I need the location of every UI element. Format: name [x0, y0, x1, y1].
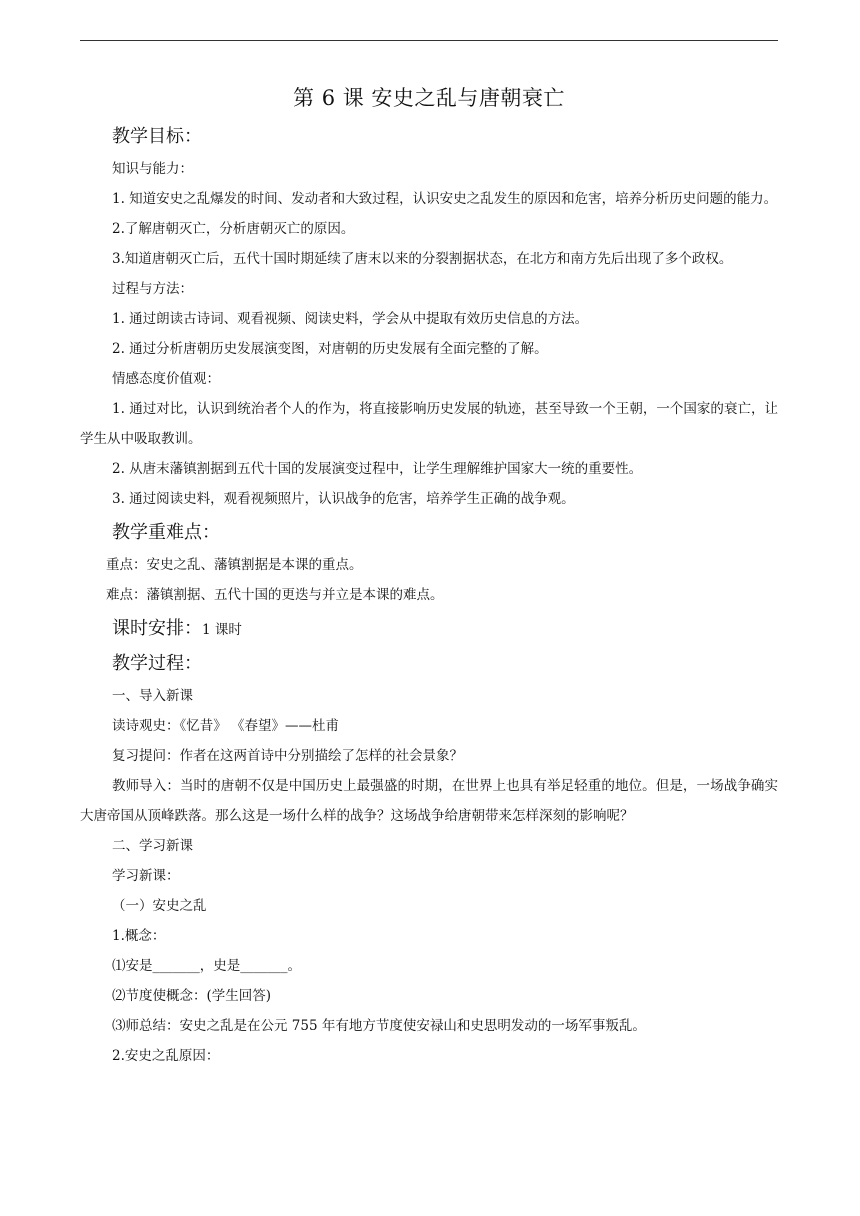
new-lesson-label: 二、学习新课: [112, 838, 193, 854]
process-section-heading: 教学过程：: [112, 653, 202, 674]
key-point-difficulty: 难点：藩镇割据、五代十国的更迭与并立是本课的难点。: [106, 587, 444, 603]
key-point-focus: 重点：安史之乱、藩镇割据是本课的重点。: [106, 557, 363, 573]
intro-label: 一、导入新课: [112, 688, 193, 704]
emotion-item-3: 3. 通过阅读史料，观看视频照片，认识战争的危害，培养学生正确的战争观。: [112, 491, 575, 507]
schedule-label: 课时安排：: [112, 618, 202, 639]
header-rule: [80, 40, 778, 41]
process-item-1: 1. 通过朗读古诗词、观看视频、阅读史料，学会从中提取有效历史信息的方法。: [112, 311, 589, 327]
cause-label: 2.安史之乱原因：: [112, 1048, 220, 1064]
emotion-item-2: 2. 从唐末藩镇割据到五代十国的发展演变过程中，让学生理解维护国家大一统的重要性。: [112, 461, 643, 477]
review-question: 复习提问：作者在这两首诗中分别描绘了怎样的社会景象？: [112, 748, 463, 764]
document-body: [80, 80, 778, 1071]
new-lesson-sub: 学习新课：: [112, 868, 180, 884]
knowledge-label: 知识与能力：: [112, 161, 193, 177]
concept-label: 1.概念：: [112, 928, 166, 944]
knowledge-item-3: 3.知道唐朝灭亡后，五代十国时期延续了唐末以来的分裂割据状态，在北方和南方先后出现了多个政权。: [112, 251, 733, 267]
schedule-heading: [80, 614, 778, 645]
process-item-2: 2. 通过分析唐朝历史发展演变图，对唐朝的历史发展有全面完整的了解。: [112, 341, 548, 357]
concept-item-1: ⑴安是_______，史是_______。: [112, 958, 301, 974]
objectives-heading: 教学目标：: [112, 126, 202, 147]
emotion-label: 情感态度价值观：: [112, 371, 220, 387]
knowledge-item-2: 2.了解唐朝灭亡，分析唐朝灭亡的原因。: [112, 221, 355, 237]
concept-item-3: ⑶师总结：安史之乱是在公元 755 年有地方节度使安禄山和史思明发动的一场军事叛乱。: [112, 1018, 646, 1034]
poem-line: 读诗观史：《忆昔》 《春望》——杜甫: [112, 718, 340, 734]
knowledge-item-1: 1. 知道安史之乱爆发的时间、发动者和大致过程，认识安史之乱发生的原因和危害，培养分析历史问题的能力。: [112, 191, 778, 207]
schedule-value: 1 课时: [202, 622, 242, 638]
part1-label: （一）安史之乱: [112, 898, 207, 914]
emotion-item-1: 1. 通过对比，认识到统治者个人的作为，将直接影响历史发展的轨迹，甚至导致一个王朝，一个国家的衰亡，让学生从中吸取教训。: [80, 401, 778, 447]
process-label: 过程与方法：: [112, 281, 193, 297]
key-points-heading: 教学重难点：: [112, 522, 220, 543]
teacher-intro: 教师导入：当时的唐朝不仅是中国历史上最强盛的时期，在世界上也具有举足轻重的地位。但是，一场战争确实大唐帝国从顶峰跌落。那么这是一场什么样的战争？这场战争给唐朝带来怎样深刻的影响呢？: [80, 778, 778, 824]
lesson-title: 第 6 课 安史之乱与唐朝衰亡: [293, 86, 565, 110]
concept-item-2: ⑵节度使概念：(学生回答): [112, 988, 272, 1004]
